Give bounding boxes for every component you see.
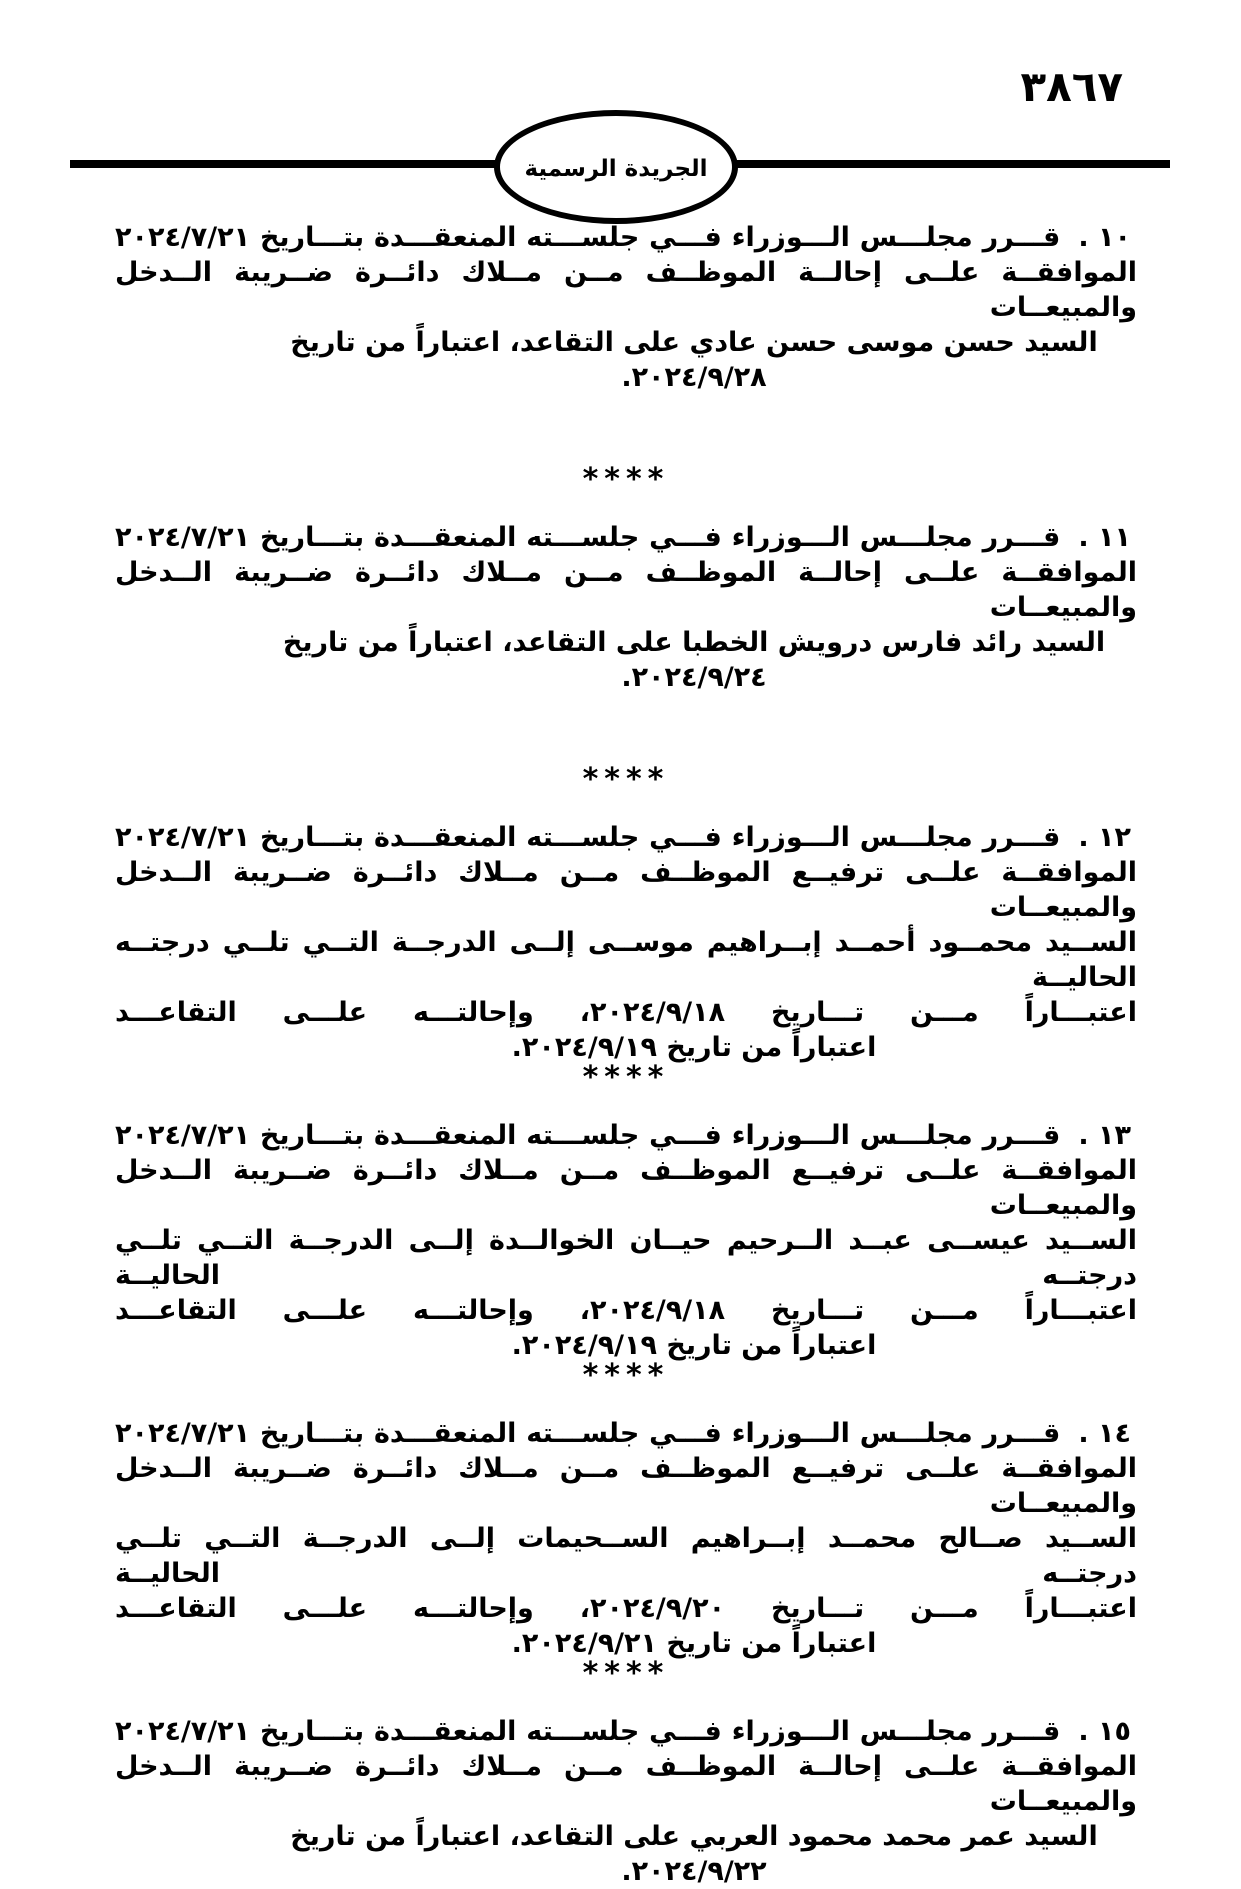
items-separator: ****: [582, 1060, 670, 1095]
page-number: ٣٨٦٧: [1020, 62, 1123, 111]
decision-item: [115, 1714, 1137, 1889]
decision-line: [115, 820, 1137, 855]
gazette-title: الجريدة الرسمية: [524, 156, 708, 182]
decision-line: الســيد صــالح محمــد إبــراهيم الســحيمات إلــى الدرجــة التــي تلــي درجتــه الحاليــة: [115, 1523, 1137, 1589]
items-separator: ****: [582, 1656, 670, 1691]
decision-text: قـــرر مجلـــس الـــوزراء فـــي جلســـته المنعقـــدة بتـــاريخ ٢٠٢٤/٧/٢١: [115, 822, 1061, 853]
item-number: ١٤ .: [1078, 1418, 1131, 1449]
items-separator: ****: [582, 762, 670, 797]
decision-item: [115, 820, 1137, 1065]
decision-text: قـــرر مجلـــس الـــوزراء فـــي جلســـته المنعقـــدة بتـــاريخ ٢٠٢٤/٧/٢١: [115, 522, 1061, 553]
item-number: ١٠ .: [1078, 222, 1131, 253]
item-number: ١٥ .: [1078, 1716, 1131, 1747]
item-number: ١٣ .: [1078, 1120, 1131, 1151]
gazette-seal: [494, 110, 738, 224]
decision-text: قـــرر مجلـــس الـــوزراء فـــي جلســـته المنعقـــدة بتـــاريخ ٢٠٢٤/٧/٢١: [115, 1120, 1061, 1151]
decisions-list: [115, 220, 1137, 1889]
decision-item: [115, 1118, 1137, 1363]
decision-line: الموافقــة علــى ترفيــع الموظــف مــن مــلاك دائــرة ضــريبة الــدخل والمبيعــات: [115, 1155, 1137, 1221]
decision-line: [115, 220, 1137, 255]
decision-line: [115, 1714, 1137, 1749]
decision-line: اعتباراً من تاريخ ٢٠٢٤/٩/١٩.: [511, 1330, 877, 1361]
decision-line: اعتباراً من تاريخ ٢٠٢٤/٩/١٩.: [511, 1032, 877, 1063]
decision-line: [115, 1118, 1137, 1153]
item-number: ١١ .: [1078, 522, 1131, 553]
items-separator: ****: [582, 1358, 670, 1393]
decision-line: الســيد عيســى عبــد الــرحيم حيــان الخوالــدة إلــى الدرجــة التــي تلــي درجتــه الحاليــة: [115, 1225, 1137, 1291]
decision-item: [115, 220, 1137, 395]
decision-line: [115, 520, 1137, 555]
decision-line: الســيد محمــود أحمــد إبــراهيم موســى إلــى الدرجــة التــي تلــي درجتــه الحاليــة: [115, 927, 1137, 993]
items-separator: ****: [582, 462, 670, 497]
decision-line: الموافقــة علــى إحالــة الموظــف مــن مــلاك دائــرة ضــريبة الــدخل والمبيعــات: [115, 1751, 1137, 1817]
decision-text: قـــرر مجلـــس الـــوزراء فـــي جلســـته المنعقـــدة بتـــاريخ ٢٠٢٤/٧/٢١: [115, 222, 1061, 253]
decision-line: السيد حسن موسى حسن عادي على التقاعد، اعتباراً من تاريخ ٢٠٢٤/٩/٢٨.: [290, 327, 1098, 393]
decision-line: السيد رائد فارس درويش الخطبا على التقاعد، اعتباراً من تاريخ ٢٠٢٤/٩/٢٤.: [282, 627, 1106, 693]
decision-line: الموافقــة علــى إحالــة الموظــف مــن مــلاك دائــرة ضــريبة الــدخل والمبيعــات: [115, 257, 1137, 323]
decision-line: [115, 1416, 1137, 1451]
decision-line: الموافقــة علــى ترفيــع الموظــف مــن مــلاك دائــرة ضــريبة الــدخل والمبيعــات: [115, 1453, 1137, 1519]
item-number: ١٢ .: [1078, 822, 1131, 853]
decision-text: قـــرر مجلـــس الـــوزراء فـــي جلســـته المنعقـــدة بتـــاريخ ٢٠٢٤/٧/٢١: [115, 1418, 1061, 1449]
decision-line: اعتبـــاراً مـــن تـــاريخ ٢٠٢٤/٩/١٨، وإحالتـــه علـــى التقاعـــد: [115, 1295, 1137, 1326]
decision-item: [115, 1416, 1137, 1661]
decision-item: [115, 520, 1137, 695]
decision-text: قـــرر مجلـــس الـــوزراء فـــي جلســـته المنعقـــدة بتـــاريخ ٢٠٢٤/٧/٢١: [115, 1716, 1061, 1747]
decision-line: اعتبـــاراً مـــن تـــاريخ ٢٠٢٤/٩/١٨، وإحالتـــه علـــى التقاعـــد: [115, 997, 1137, 1028]
decision-line: اعتبـــاراً مـــن تـــاريخ ٢٠٢٤/٩/٢٠، وإحالتـــه علـــى التقاعـــد: [115, 1593, 1137, 1624]
decision-line: الموافقــة علــى إحالــة الموظــف مــن مــلاك دائــرة ضــريبة الــدخل والمبيعــات: [115, 557, 1137, 623]
decision-line: الموافقــة علــى ترفيــع الموظــف مــن مــلاك دائــرة ضــريبة الــدخل والمبيعــات: [115, 857, 1137, 923]
decision-line: اعتباراً من تاريخ ٢٠٢٤/٩/٢١.: [511, 1628, 877, 1659]
decision-line: السيد عمر محمد محمود العربي على التقاعد، اعتباراً من تاريخ ٢٠٢٤/٩/٢٢.: [290, 1821, 1098, 1887]
